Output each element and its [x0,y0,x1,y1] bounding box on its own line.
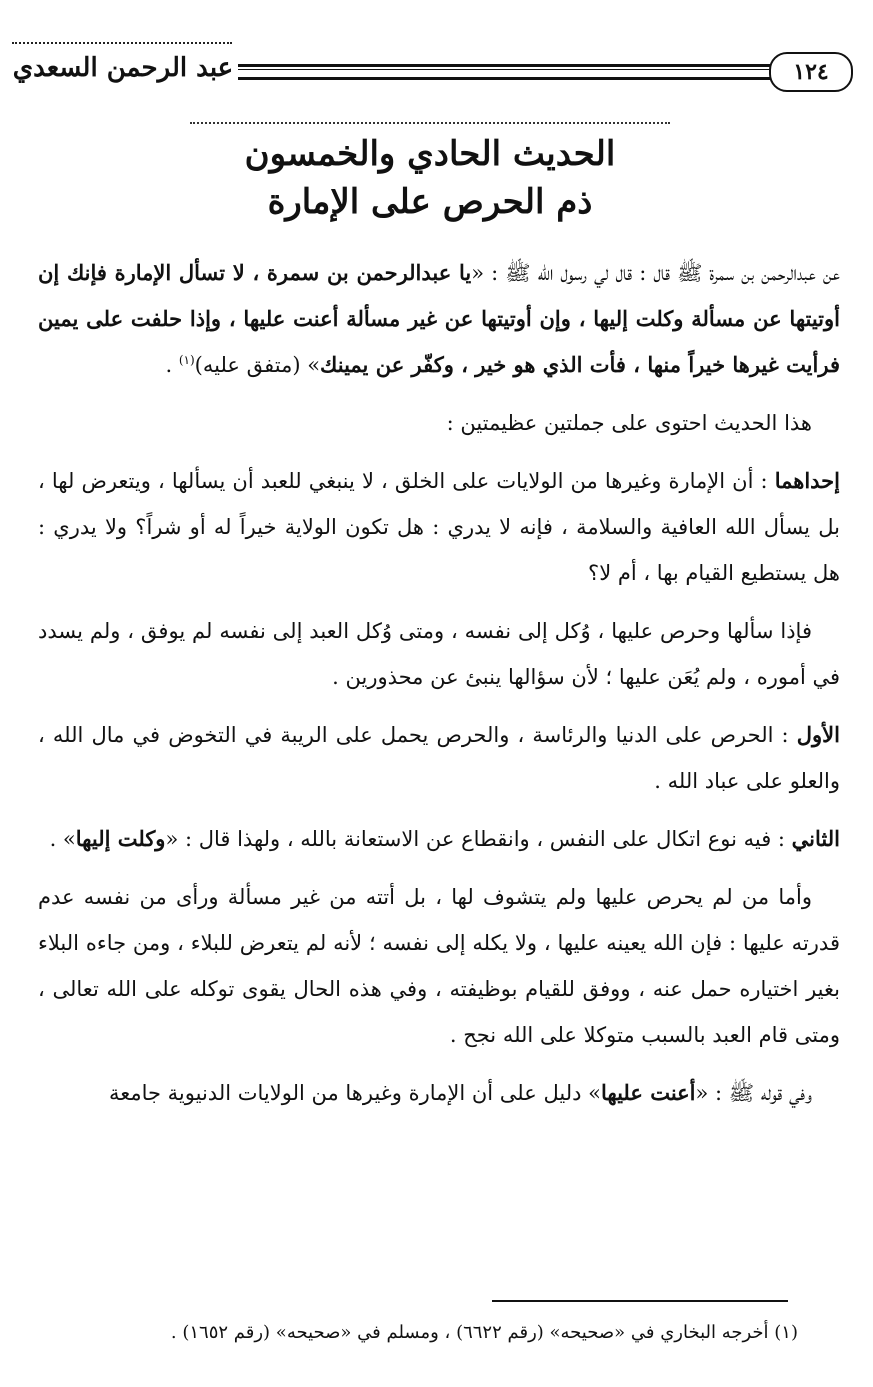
quote-wukilta: وكلت إليها [75,826,166,851]
paragraph-5 [38,712,840,804]
page-header [0,42,873,106]
chapter-title [150,118,710,238]
paragraph-5-text: : الحرص على الدنيا والرئاسة ، والحرص يحمل على الريبة في التخوض في مال الله ، والعلو على عباد الله . [38,723,840,793]
title-line-1: الحديث الحادي والخمسون [244,134,616,174]
paragraph-3 [38,458,840,596]
footnote-separator [492,1300,788,1302]
label-second-harm: الثاني [791,826,840,851]
paragraph-2: هذا الحديث احتوى على جملتين عظيمتين : [446,411,812,435]
label-first-harm: الأول [796,722,840,747]
page-number: ١٢٤ [769,52,853,92]
author-name: عبد الرحمن السعدي [12,53,234,83]
hadith-text: يا عبدالرحمن بن سمرة ، لا تسأل الإمارة فإنك إن أوتيتها عن مسألة وكلت إليها ، وإن أوتيتها عن غير مسألة أعنت عليها ، وإذا حلفت على يمين فرأيت غيرها خيراً منها ، فأت الذي هو خير ، وكفّر عن يمينك [38,260,840,377]
label-first: إحداهما [774,468,840,493]
main-text [38,250,840,1128]
paragraph-6-end: » . [49,827,76,851]
paragraph-4: فإذا سألها وحرص عليها ، وُكل إلى نفسه ، ومتى وُكل العبد إلى نفسه لم يوفق ، ولم يسدد في أموره ، ولم يُعَن عليها ؛ لأن سؤالها ينبئ عن محذورين . [38,619,840,689]
paragraph-8-text: » دليل على أن الإمارة وغيرها من الولايات الدنيوية جامعة [108,1081,601,1105]
paragraph-6-text: : فيه نوع اتكال على النفس ، وانقطاع عن الاستعانة بالله ، ولهذا قال : « [165,827,792,851]
paragraph-8 [38,1070,840,1116]
footnote: (١) أخرجه البخاري في «صحيحه» (رقم ٦٦٢٢) ، ومسلم في «صحيحه» (رقم ١٦٥٢) . [170,1322,798,1343]
header-rule [238,64,793,80]
header-rule-inner [238,69,793,70]
quote-uintta: أعنت عليها [600,1080,696,1105]
hadith-source: » (متفق عليه) [194,353,321,377]
paragraph-hadith [38,250,840,388]
paragraph-3-text: : أن الإمارة وغيرها من الولايات على الخلق ، لا ينبغي للعبد أن يسألها ، ويتعرض لها ، بل يسأل الله العافية والسلامة ، فإنه لا يدري : هل تكون الولاية خيراً له أو شراً؟ ولا يدري : هل يستطيع القيام بها ، أم لا؟ [38,469,840,585]
paragraph-8-start: وفي قوله ﷺ : « [695,1081,812,1105]
paragraph-6 [38,816,840,862]
paragraph-7: وأما من لم يحرص عليها ولم يتشوف لها ، بل أتته من غير مسألة ورأى من نفسه عدم قدرته عليها : فإن الله يعينه عليها ، ولا يكله إلى نفسه ؛ لأنه لم يتعرض للبلاء ، ومن جاءه البلاء بغير اختياره حمل عنه ، ووفق للقيام بوظيفته ، وفي هذه الحال يقوى توكله على الله تعالى ، ومتى قام العبد بالسبب متوكلا على الله نجح . [38,885,840,1047]
footnote-reference[interactable]: (١) [178,353,195,367]
hadith-intro: عن عبدالرحمن بن سمرة ﷺ قال : قال لي رسول الله ﷺ : « [471,261,840,285]
hadith-end: . [165,353,179,377]
title-line-2: ذم الحرص على الإمارة [267,182,593,222]
